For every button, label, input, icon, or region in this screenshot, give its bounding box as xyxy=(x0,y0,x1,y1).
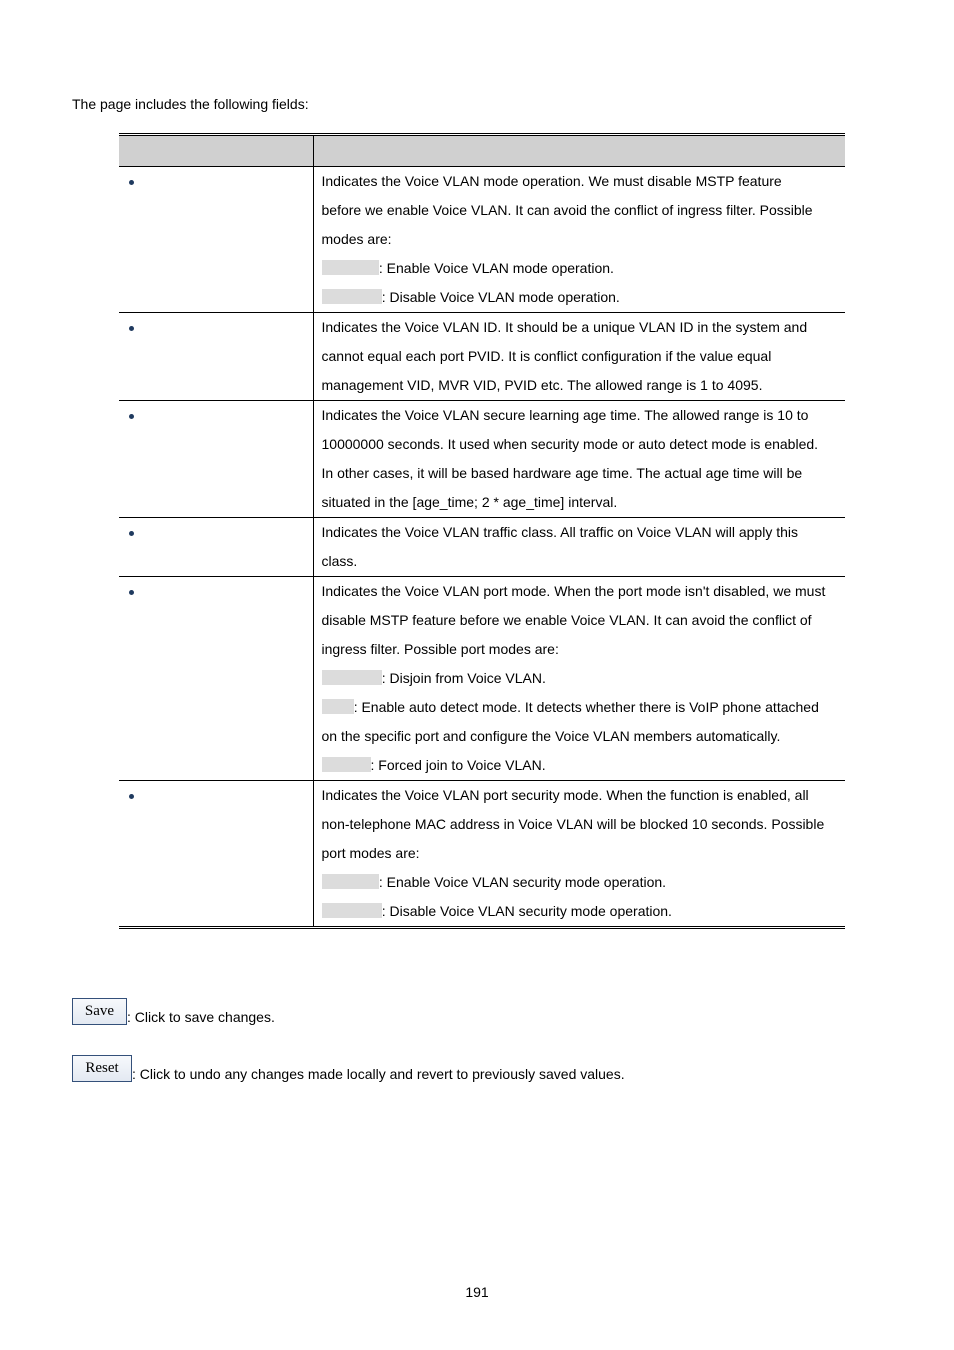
description-line xyxy=(322,751,842,780)
description-text: 10000000 seconds. It used when security mode or auto detect mode is enabled. xyxy=(321,436,819,452)
description-text: : Enable Voice VLAN security mode operation. xyxy=(378,874,667,890)
description-text: Indicates the Voice VLAN port security mode. When the function is enabled, all xyxy=(321,787,809,803)
description-line xyxy=(322,254,842,283)
description-cell xyxy=(313,577,845,781)
description-line xyxy=(322,401,842,430)
description-line xyxy=(322,518,842,547)
bullet-icon xyxy=(129,531,134,536)
description-cell xyxy=(313,167,845,313)
save-help-line xyxy=(72,998,275,1025)
reset-help-line xyxy=(72,1055,625,1082)
description-line xyxy=(322,167,842,196)
description-text: on the specific port and configure the Voice VLAN members automatically. xyxy=(321,728,781,744)
description-line xyxy=(322,693,842,722)
option-value-placeholder xyxy=(322,699,354,714)
object-cell xyxy=(119,313,313,401)
description-line xyxy=(322,635,842,664)
description-text: Indicates the Voice VLAN ID. It should be a unique VLAN ID in the system and xyxy=(321,319,808,335)
object-cell xyxy=(119,577,313,781)
intro-text: The page includes the following fields: xyxy=(72,96,309,112)
reset-help-text: : Click to undo any changes made locally and revert to previously saved values. xyxy=(132,1066,625,1082)
description-line xyxy=(322,283,842,312)
header-description xyxy=(313,135,845,167)
object-cell xyxy=(119,518,313,577)
description-text: Indicates the Voice VLAN mode operation. We must disable MSTP feature xyxy=(321,173,782,189)
reset-button[interactable]: Reset xyxy=(72,1055,132,1082)
description-line xyxy=(322,225,842,254)
description-line xyxy=(322,664,842,693)
description-text: : Forced join to Voice VLAN. xyxy=(370,757,546,773)
bullet-icon xyxy=(129,414,134,419)
description-line xyxy=(322,722,842,751)
description-text: : Disable Voice VLAN mode operation. xyxy=(381,289,620,305)
table-header-row xyxy=(119,135,845,167)
description-text: : Enable Voice VLAN mode operation. xyxy=(378,260,614,276)
bullet-icon xyxy=(129,590,134,595)
table-row xyxy=(119,518,845,577)
description-cell xyxy=(313,401,845,518)
description-line xyxy=(322,810,842,839)
description-line xyxy=(322,371,842,400)
object-cell xyxy=(119,167,313,313)
bullet-icon xyxy=(129,180,134,185)
description-line xyxy=(322,196,842,225)
description-line xyxy=(322,781,842,810)
table-body xyxy=(119,167,845,928)
description-text: port modes are: xyxy=(321,845,420,861)
description-cell xyxy=(313,518,845,577)
description-text: : Disable Voice VLAN security mode operation. xyxy=(381,903,672,919)
description-text: Indicates the Voice VLAN secure learning age time. The allowed range is 10 to xyxy=(321,407,809,423)
fields-table xyxy=(119,133,845,929)
description-text: Indicates the Voice VLAN port mode. When the port mode isn't disabled, we must xyxy=(321,583,826,599)
description-line xyxy=(322,839,842,868)
option-value-placeholder xyxy=(322,757,371,772)
description-text: : Enable auto detect mode. It detects whether there is VoIP phone attached xyxy=(353,699,819,715)
option-value-placeholder xyxy=(322,874,379,889)
description-text: before we enable Voice VLAN. It can avoid the conflict of ingress filter. Possible xyxy=(321,202,813,218)
description-text: modes are: xyxy=(321,231,392,247)
option-value-placeholder xyxy=(322,289,382,304)
description-cell xyxy=(313,313,845,401)
description-line xyxy=(322,488,842,517)
page-number: 191 xyxy=(465,1284,489,1300)
description-text: ingress filter. Possible port modes are: xyxy=(321,641,559,657)
description-text: : Disjoin from Voice VLAN. xyxy=(381,670,546,686)
table-row xyxy=(119,313,845,401)
option-value-placeholder xyxy=(322,670,382,685)
bullet-icon xyxy=(129,794,134,799)
description-line xyxy=(322,547,842,576)
table-row xyxy=(119,167,845,313)
save-help-text: : Click to save changes. xyxy=(127,1009,275,1025)
description-line xyxy=(322,459,842,488)
option-value-placeholder xyxy=(322,903,382,918)
description-line xyxy=(322,897,842,926)
description-text: Indicates the Voice VLAN traffic class. All traffic on Voice VLAN will apply this xyxy=(321,524,798,540)
description-text: management VID, MVR VID, PVID etc. The allowed range is 1 to 4095. xyxy=(321,377,763,393)
description-line xyxy=(322,342,842,371)
object-cell xyxy=(119,781,313,928)
description-cell xyxy=(313,781,845,928)
description-line xyxy=(322,577,842,606)
table-row xyxy=(119,781,845,928)
description-line xyxy=(322,313,842,342)
description-text: class. xyxy=(321,553,358,569)
header-object xyxy=(119,135,313,167)
description-text: In other cases, it will be based hardware age time. The actual age time will be xyxy=(321,465,803,481)
description-text: non-telephone MAC address in Voice VLAN will be blocked 10 seconds. Possible xyxy=(321,816,825,832)
description-text: cannot equal each port PVID. It is conflict configuration if the value equal xyxy=(321,348,772,364)
table-row xyxy=(119,401,845,518)
description-text: situated in the [age_time; 2 * age_time] interval. xyxy=(321,494,618,510)
bullet-icon xyxy=(129,326,134,331)
description-line xyxy=(322,430,842,459)
object-cell xyxy=(119,401,313,518)
save-button[interactable]: Save xyxy=(72,998,127,1025)
description-line xyxy=(322,868,842,897)
option-value-placeholder xyxy=(322,260,379,275)
table-row xyxy=(119,577,845,781)
description-line xyxy=(322,606,842,635)
description-text: disable MSTP feature before we enable Voice VLAN. It can avoid the conflict of xyxy=(321,612,812,628)
